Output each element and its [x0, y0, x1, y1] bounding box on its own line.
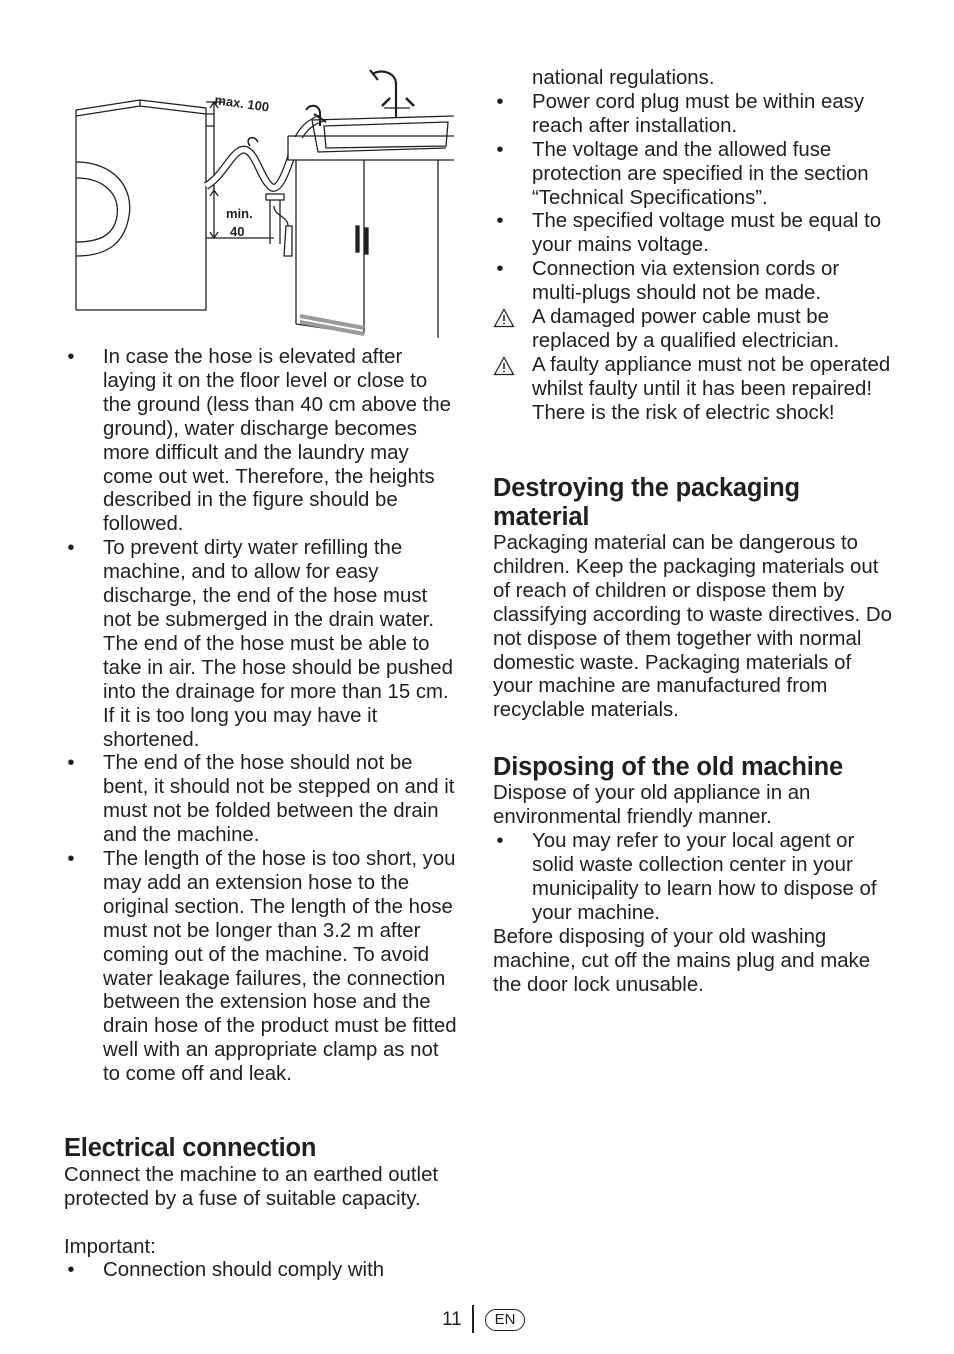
electrical-connection-heading: Electrical connection: [64, 1134, 317, 1162]
bullet-dot: •: [67, 1259, 75, 1281]
footer-divider: [472, 1305, 474, 1333]
bullet-dot: •: [67, 752, 75, 775]
list-item: • Connection should comply with: [64, 1259, 460, 1283]
bullet-dot: •: [496, 90, 504, 113]
list-item: • The voltage and the allowed fuse protection are specified in the section “Technical Specifications”.: [493, 139, 893, 211]
page-footer: [438, 1305, 538, 1335]
min-height-value: 40: [230, 224, 245, 239]
cabinet-handle-right: [365, 228, 368, 254]
warning-triangle-icon: [493, 308, 515, 328]
cabinet-handle-left: [356, 226, 359, 252]
bullet-dot: •: [496, 138, 504, 161]
disposal-list: [493, 830, 893, 926]
list-item-continuation: national regulations.: [532, 67, 715, 89]
list-item: • You may refer to your local agent or solid waste collection center in your municipality to learn how to dispose of your machine.: [493, 830, 893, 926]
max-height-label: max. 100: [213, 92, 271, 115]
list-item: • In case the hose is elevated after laying it on the floor level or close to the ground (less than 40 cm above the ground), water discharge becomes more difficult and the laundry may come out wet. Therefore, the heights described in the figure should be followed.: [64, 346, 460, 537]
bullet-dot: •: [496, 830, 504, 852]
min-height-label: min.: [226, 206, 253, 221]
bullet-dot: •: [496, 258, 504, 281]
bullet-dot: •: [67, 346, 75, 368]
disposal-intro: Dispose of your old appliance in an environmental friendly manner.: [493, 782, 811, 828]
hose-instructions-list: [64, 346, 460, 1087]
electrical-intro: Connect the machine to an earthed outlet protected by a fuse of suitable capacity.: [64, 1164, 439, 1210]
page-number: 11: [442, 1309, 462, 1330]
drain-hose-installation-figure: [74, 66, 454, 346]
washing-machine-body: [76, 100, 206, 310]
packaging-body: Packaging material can be dangerous to children. Keep the packaging materials out of reach of children or dispose them by classifying according to waste directives. Do not dispose of them together with normal domestic waste. Packaging materials of your machine are manufactured from recyclable materials.: [493, 532, 892, 722]
packaging-heading: Destroying the packaging material: [493, 474, 800, 531]
bullet-dot: •: [67, 848, 75, 871]
list-item: • The specified voltage must be equal to your mains voltage.: [493, 210, 893, 258]
bullet-dot: •: [67, 537, 75, 560]
warning-item: A damaged power cable must be replaced by a qualified electrician.: [493, 306, 893, 354]
list-item: • The end of the hose should not be bent, it should not be stepped on and it must not be folded between the drain and the machine.: [64, 752, 460, 848]
electrical-requirements-list: [493, 67, 893, 426]
bullet-dot: •: [496, 210, 504, 233]
disposal-outro: Before disposing of your old washing machine, cut off the mains plug and make the door lock unusable.: [493, 926, 871, 996]
disposal-heading: Disposing of the old machine: [493, 753, 844, 781]
list-item: • Power cord plug must be within easy reach after installation.: [493, 91, 893, 139]
warning-triangle-icon: [493, 356, 515, 376]
electrical-important: Important:: [64, 1236, 156, 1258]
electrical-list: [64, 1259, 460, 1283]
list-item: • Connection via extension cords or multi-plugs should not be made.: [493, 258, 893, 306]
language-badge: EN: [485, 1309, 525, 1331]
drain-pipe: [270, 196, 280, 244]
list-item: • The length of the hose is too short, you may add an extension hose to the original section. The length of the hose must not be longer than 3.2 m after coming out of the machine. To avoid water leakage failures, the connection between the extension hose and the drain hose of the product must be fitted well with an appropriate clamp as not to come off and leak.: [64, 848, 460, 1087]
warning-item: A faulty appliance must not be operated whilst faulty until it has been repaired! There is the risk of electric shock!: [493, 354, 893, 426]
list-item: • To prevent dirty water refilling the machine, and to allow for easy discharge, the end of the hose must not be submerged in the drain water. The end of the hose must be able to take in air. The hose should be pushed into the drainage for more than 15 cm. If it is too long you may have it shortened.: [64, 537, 460, 752]
